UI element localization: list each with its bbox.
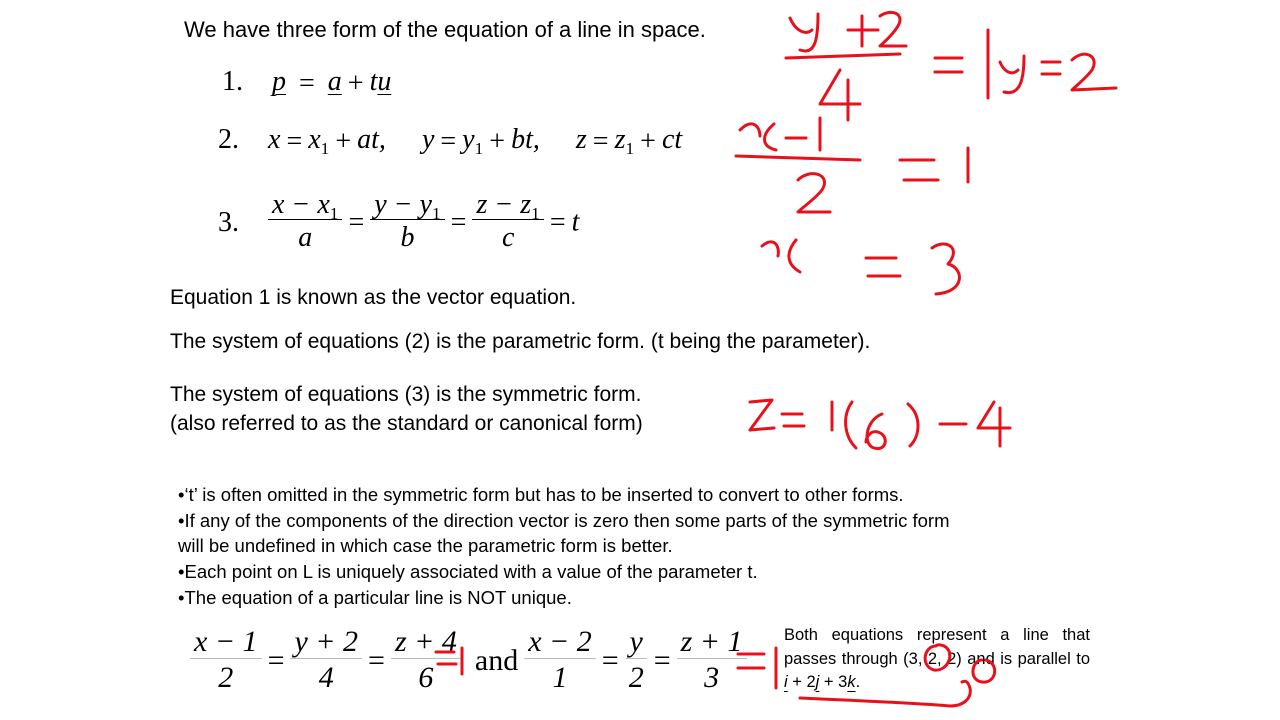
subscript: 1 xyxy=(329,204,339,224)
subscript: 1 xyxy=(531,204,540,224)
bullet-item: •If any of the components of the direction vector is zero then some parts of the symmetric form xyxy=(178,509,950,531)
paragraph-parametric: The system of equations (2) is the parametric form. (t being the parameter). xyxy=(170,330,871,353)
vector-equation xyxy=(272,66,391,100)
bullet-list xyxy=(178,482,1098,611)
plus-sign: + xyxy=(335,125,352,157)
plus-sign: + xyxy=(640,125,656,157)
equation-2-number: 2. xyxy=(218,124,239,155)
fraction xyxy=(290,626,362,696)
paragraph-symmetric xyxy=(170,380,643,438)
ink-4b xyxy=(978,402,1010,446)
vector-a: a xyxy=(327,66,342,97)
numerator: y + 2 xyxy=(290,626,362,659)
ink-x-minus-1 xyxy=(740,118,820,150)
denominator: c xyxy=(501,222,515,254)
ink-equals-4 xyxy=(782,414,804,426)
ink-fraction-bar-2 xyxy=(736,156,860,160)
subscript: 1 xyxy=(625,139,635,159)
slide-title: We have three form of the equation of a line in space. xyxy=(184,17,706,42)
fraction xyxy=(625,626,648,696)
numerator: y xyxy=(626,626,647,659)
bullet-item: •Each point on L is uniquely associated with a value of the parameter t. xyxy=(178,561,758,583)
subscript: 1 xyxy=(320,139,330,159)
term-bt: bt, xyxy=(511,124,540,155)
fraction xyxy=(524,626,596,696)
vector-k: k xyxy=(847,673,856,691)
numerator: x − 1 xyxy=(190,626,262,659)
equals-sign: = xyxy=(299,67,315,99)
plus-sign: + xyxy=(489,125,506,157)
parametric-equations xyxy=(268,124,682,158)
ink-open-paren xyxy=(846,402,856,448)
equals-sign: = xyxy=(601,644,619,677)
equation-1-number: 1. xyxy=(222,66,243,97)
ink-y-plus-2 xyxy=(790,12,906,51)
var-x1: x xyxy=(308,124,321,155)
vector-p: p xyxy=(272,66,286,97)
vector-i: i xyxy=(784,673,788,691)
ink-y-equals-2 xyxy=(988,30,1116,98)
numerator: x − 2 xyxy=(524,626,596,659)
equals-sign: = xyxy=(348,206,365,238)
equals-sign: = xyxy=(440,125,457,157)
fraction xyxy=(391,626,461,696)
note-period: . xyxy=(855,673,861,691)
denominator: 6 xyxy=(418,660,434,694)
subscript: 1 xyxy=(474,139,484,159)
numerator: y − y xyxy=(374,189,432,220)
ink-2 xyxy=(798,174,830,212)
note-body: Both equations represent a line that passes through (3, 2, 2) and is parallel to xyxy=(784,626,1090,668)
vector-j: j xyxy=(815,673,820,691)
numerator: x − x xyxy=(272,189,330,220)
equals-sign: = xyxy=(368,644,385,677)
ink-close-paren xyxy=(908,404,918,446)
equals-sign: = xyxy=(450,206,467,238)
var-x: x xyxy=(268,124,281,155)
ink-equals-2 xyxy=(900,160,938,180)
denominator: b xyxy=(400,222,415,254)
var-z1: z xyxy=(614,124,626,155)
fraction xyxy=(190,626,262,696)
denominator: 2 xyxy=(218,660,234,694)
ink-4 xyxy=(820,70,860,120)
equals-sign: = xyxy=(267,644,285,677)
bullet-item: •The equation of a particular line is NOT unique. xyxy=(178,586,572,608)
note-text xyxy=(784,624,1090,695)
paragraph-vector: Equation 1 is known as the vector equation. xyxy=(170,286,577,309)
bullet-item: will be undefined in which case the parametric form is better. xyxy=(178,535,673,557)
paragraph-line: The system of equations (3) is the symmetric form. xyxy=(170,383,642,406)
var-y: y xyxy=(421,124,435,155)
denominator: a xyxy=(298,222,313,254)
fraction xyxy=(677,626,747,696)
numerator: z + 1 xyxy=(677,626,747,659)
ink-x xyxy=(762,240,800,272)
plus-sign: + xyxy=(347,67,364,99)
paragraph-line: (also referred to as the standard or canonical form) xyxy=(170,412,643,435)
fraction-z xyxy=(472,190,543,255)
equals-sign: = xyxy=(592,125,609,157)
ink-fraction-bar-1 xyxy=(786,54,900,58)
denominator: 4 xyxy=(318,660,334,694)
and-word: and xyxy=(474,644,519,677)
equation-3-number: 3. xyxy=(218,207,239,238)
equals-sign: = xyxy=(286,125,303,157)
ink-equals-1 xyxy=(935,58,962,72)
term-ct: ct xyxy=(661,124,683,155)
symmetric-equation xyxy=(268,190,579,255)
term-at: at, xyxy=(357,124,386,155)
numerator: z + 4 xyxy=(391,626,461,659)
fraction-y xyxy=(370,190,444,255)
bullet-item: •‘t’ is often omitted in the symmetric form but has to be inserted to convert to other forms. xyxy=(178,484,904,505)
subscript: 1 xyxy=(431,204,441,224)
vector-u: u xyxy=(377,66,392,97)
equals-sign: = xyxy=(653,644,671,677)
ink-6 xyxy=(866,414,885,449)
denominator: 2 xyxy=(628,660,644,694)
fraction-x xyxy=(268,190,342,255)
var-y1: y xyxy=(462,124,475,155)
ink-equals-3 xyxy=(866,258,900,276)
equals-sign: = xyxy=(549,206,566,238)
numerator: z − z xyxy=(476,189,532,220)
note-plus: + 2 xyxy=(787,673,816,691)
note-plus: + 3 xyxy=(819,673,848,691)
var-z: z xyxy=(575,124,587,155)
denominator: 1 xyxy=(552,660,568,694)
denominator: 3 xyxy=(704,660,720,694)
param-t: t xyxy=(571,206,580,238)
ink-3 xyxy=(932,244,959,294)
ink-z xyxy=(750,400,774,430)
example-equations xyxy=(190,626,747,696)
param-t: t xyxy=(369,66,378,97)
